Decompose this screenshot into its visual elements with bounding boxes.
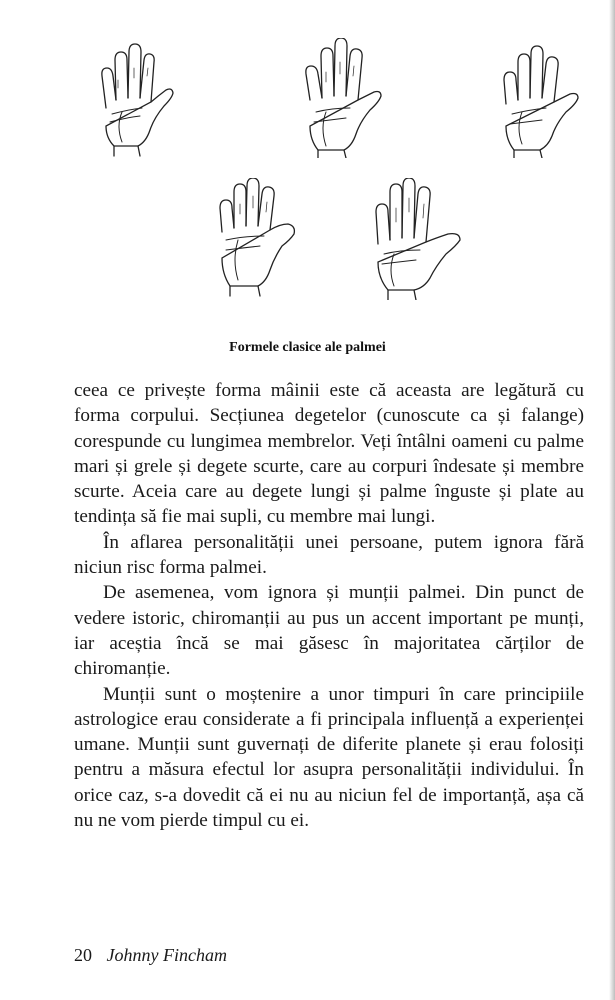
hand-illustration-1	[88, 38, 178, 158]
author-name: Johnny Fincham	[106, 945, 227, 965]
hand-illustration-5	[368, 178, 468, 300]
hand-illustration-3	[494, 40, 584, 158]
figure-caption: Formele clasice ale palmei	[229, 340, 386, 355]
page-footer	[74, 945, 227, 966]
palm-drawing-icon	[208, 178, 300, 298]
page-number: 20	[74, 945, 92, 965]
palm-drawing-icon	[494, 40, 584, 158]
palm-drawing-icon	[296, 38, 386, 158]
hand-illustration-2	[296, 38, 386, 158]
palm-drawing-icon	[368, 178, 468, 300]
paragraph: Munții sunt o moștenire a unor timpuri în care principiile astrologice erau considerate a fi principala influență a experienței umane. Munții sunt guvernați de diferite planete și erau folosiți pentru a măsura efectul lor asupra personalității individului. În orice caz, s-a dovedit că ei nu au niciun fel de importanță, așa că nu ne vom pierde timpul cu ei.	[74, 683, 584, 832]
paragraph: ceea ce privește forma mâinii este că aceasta are legătură cu forma corpului. Secțiunea degetelor (cunoscute ca și falange) corespunde cu lungimea membrelor. Veți întâlni oameni cu palme mari și grele și degete scurte, care au corpuri îndesate și membre scurte. Aceia care au degete lungi și palme înguste și plate au tendința să fie mai supli, cu membre mai lungi.	[74, 380, 584, 528]
hand-illustration-4	[208, 178, 300, 298]
palm-drawing-icon	[88, 38, 178, 158]
body-text	[74, 378, 584, 833]
paragraph: De asemenea, vom ignora și munții palmei. Din punct de vedere istoric, chiromanții au pus un accent important pe munți, iar aceștia încă se mai găsesc în majoritatea cărților de chiromanție.	[74, 582, 584, 680]
page-edge	[609, 0, 615, 1000]
paragraph: În aflarea personalității unei persoane, putem ignora fără niciun risc forma palmei.	[74, 531, 584, 579]
